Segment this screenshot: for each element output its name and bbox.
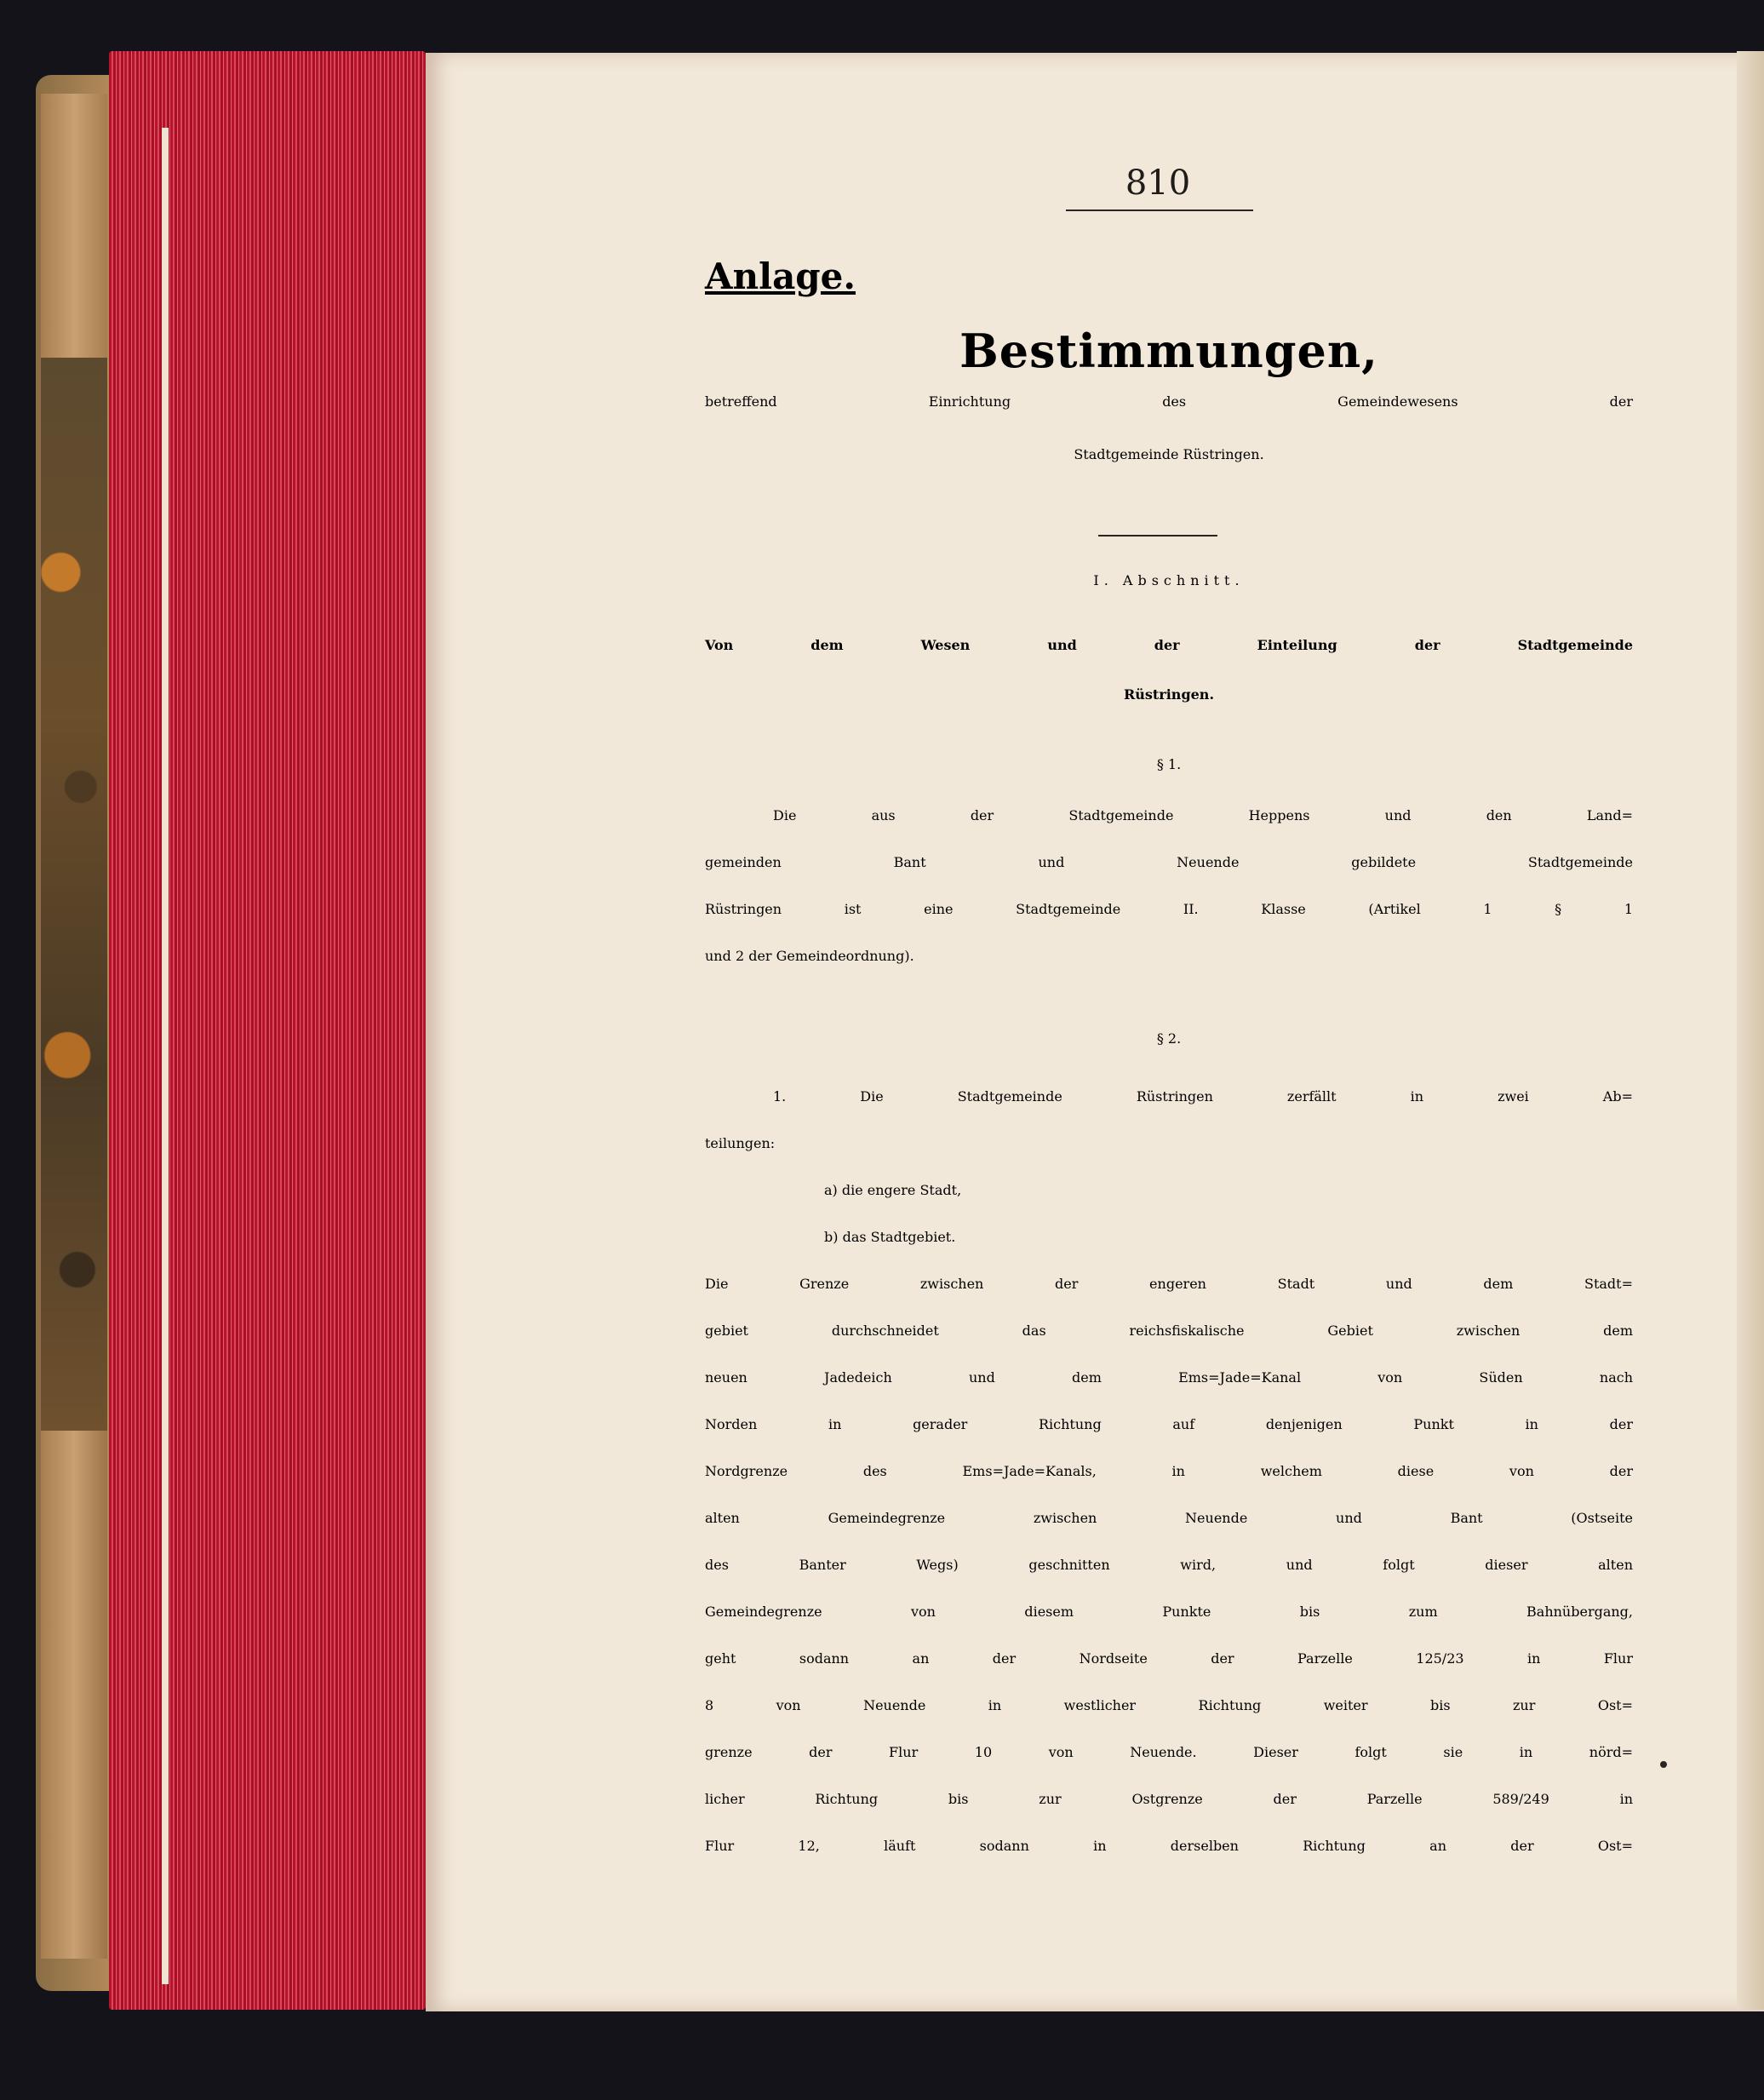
chapter-title-line-2: Rüstringen.: [1123, 686, 1215, 703]
subtitle-line-1: [705, 393, 1633, 440]
chapter-title-word: Wesen: [920, 637, 971, 653]
body-line: geht sodann an der Nordseite der Parzelle 125/23 in Flur: [705, 1650, 1633, 1667]
body-line: Nordgrenze des Ems=Jade=Kanals, in welchem diese von der: [705, 1463, 1633, 1479]
chapter-title-word: dem: [810, 637, 844, 653]
body-line: Die Grenze zwischen der engeren Stadt und dem Stadt=: [705, 1276, 1633, 1292]
body-line: des Banter Wegs) geschnitten wird, und folgt dieser alten: [705, 1557, 1633, 1573]
chapter-title-word: der: [1414, 637, 1440, 653]
body-line: und 2 der Gemeindeordnung).: [705, 948, 914, 964]
chapter-title-word: Einteilung: [1257, 637, 1337, 653]
body-line: Rüstringen ist eine Stadtgemeinde II. Klasse (Artikel 1 § 1: [705, 901, 1633, 917]
body-line: grenze der Flur 10 von Neuende. Dieser folgt sie in nörd=: [705, 1744, 1633, 1760]
section-1-heading: § 1.: [1156, 756, 1182, 772]
body-line: gebiet durchschneidet das reichsfiskalische Gebiet zwischen dem: [705, 1323, 1633, 1339]
body-line: Gemeindegrenze von diesem Punkte bis zum Bahnübergang,: [705, 1604, 1633, 1620]
body-line: Die aus der Stadtgemeinde Heppens und den Land=: [773, 807, 1633, 823]
ink-dot: [1660, 1761, 1667, 1768]
subtitle-word: betreffend: [705, 393, 777, 410]
subtitle-word: des: [1162, 393, 1187, 410]
document-title: Bestimmungen,: [959, 324, 1378, 378]
page-number: 810: [1125, 164, 1191, 203]
section-2-body: [705, 1088, 1633, 1885]
subtitle-word: Einrichtung: [928, 393, 1011, 410]
chapter-title-line-1: [705, 637, 1633, 684]
chapter-title-word: und: [1047, 637, 1077, 653]
spine-marbled-paper: [41, 358, 107, 1431]
red-page-edges: [109, 51, 426, 2010]
page-number-rule: [1066, 209, 1253, 211]
section-1-body: [705, 807, 1633, 995]
list-item: b) das Stadtgebiet.: [824, 1229, 956, 1245]
facing-page-edge: [1737, 51, 1764, 2010]
spine-leather-top: [41, 94, 107, 358]
chapter-heading: I. Abschnitt.: [1093, 572, 1245, 588]
chapter-title-word: Stadtgemeinde: [1517, 637, 1634, 653]
annex-label: Anlage.: [705, 255, 856, 297]
body-line: 8 von Neuende in westlicher Richtung weiter bis zur Ost=: [705, 1697, 1633, 1713]
body-line: licher Richtung bis zur Ostgrenze der Parzelle 589/249 in: [705, 1791, 1633, 1807]
body-line: neuen Jadedeich und dem Ems=Jade=Kanal von Süden nach: [705, 1369, 1633, 1386]
subtitle-line-2: Stadtgemeinde Rüstringen.: [1074, 446, 1264, 462]
body-line: gemeinden Bant und Neuende gebildete Stadtgemeinde: [705, 854, 1633, 870]
body-line: Norden in gerader Richtung auf denjenigen Punkt in der: [705, 1416, 1633, 1432]
chapter-title-word: Von: [705, 637, 734, 653]
body-line: teilungen:: [705, 1135, 776, 1151]
spine-leather-bottom: [41, 1431, 107, 1959]
chapter-title-word: der: [1154, 637, 1180, 653]
body-line: 1. Die Stadtgemeinde Rüstringen zerfällt in zwei Ab=: [773, 1088, 1633, 1105]
subtitle-word: Gemeindewesens: [1337, 393, 1458, 410]
section-divider: [1098, 535, 1217, 536]
body-line: alten Gemeindegrenze zwischen Neuende und Bant (Ostseite: [705, 1510, 1633, 1526]
list-item: a) die engere Stadt,: [824, 1182, 962, 1198]
subtitle-word: der: [1609, 393, 1633, 410]
body-line: Flur 12, läuft sodann in derselben Richtung an der Ost=: [705, 1838, 1633, 1854]
section-2-heading: § 2.: [1156, 1030, 1182, 1047]
